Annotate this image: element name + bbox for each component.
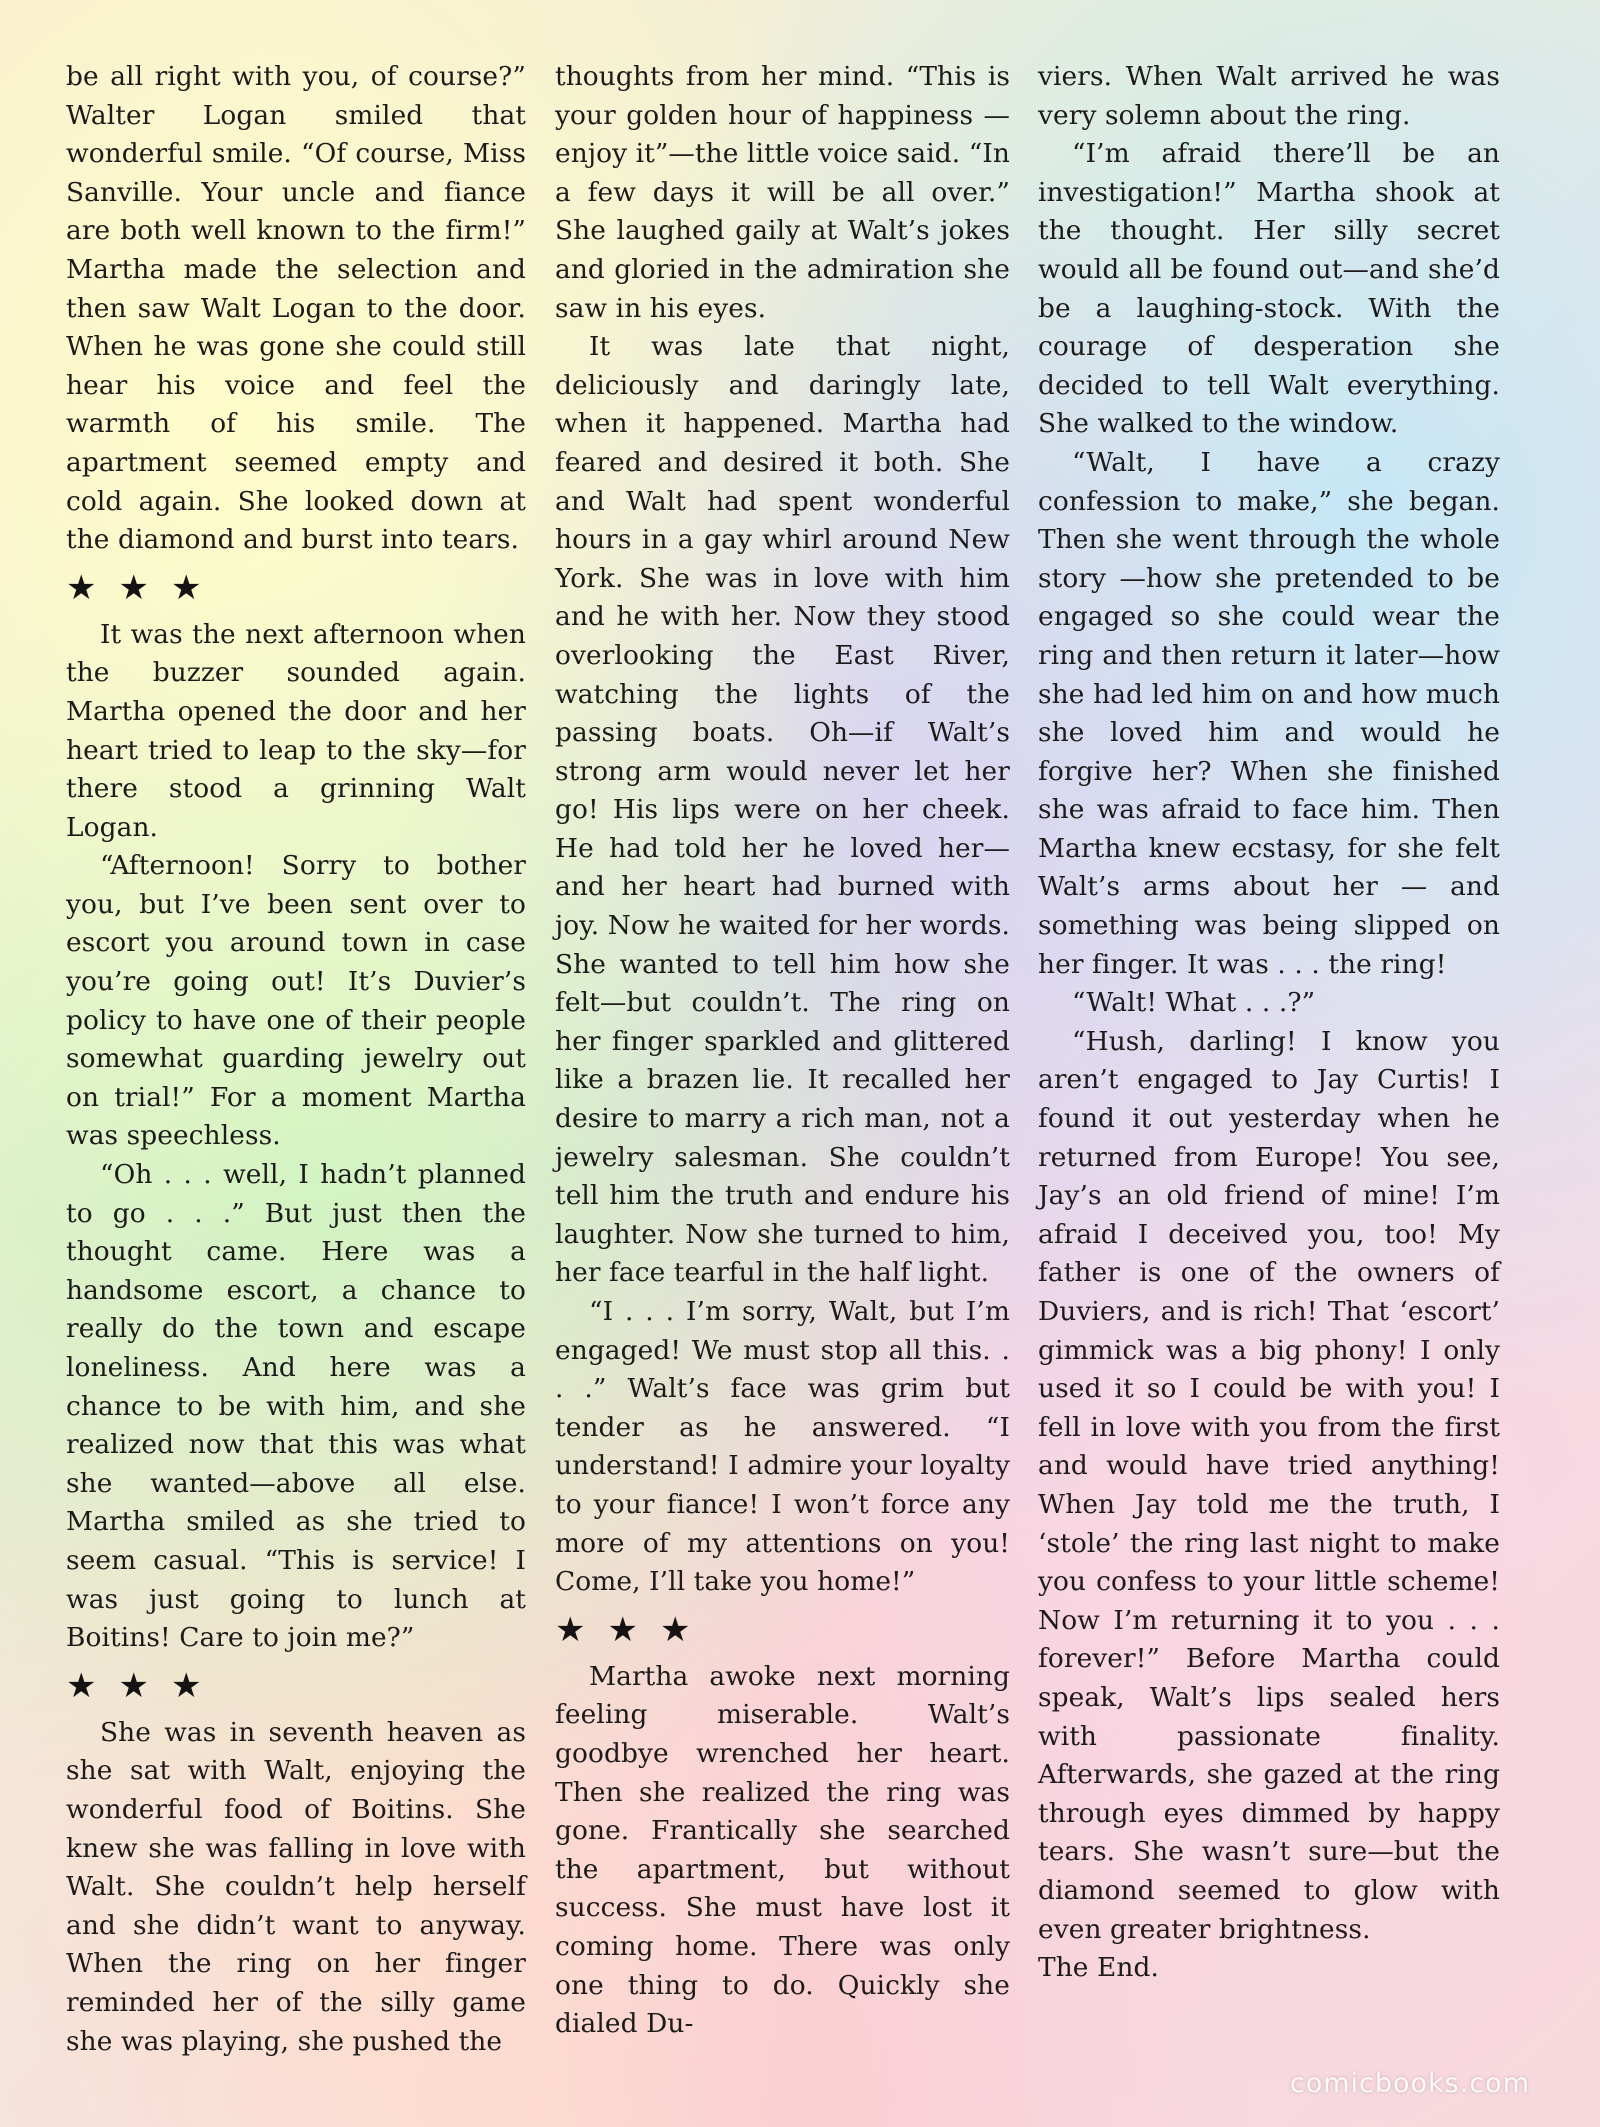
paragraph: “Afternoon! Sorry to bother you, but I’ve been sent over to escort you around town in case you’re going out! It’s Duvier’s policy to have one of their people somewhat guarding jewelry out on trial!” For a moment Martha was speechless. (66, 850, 526, 1152)
text-column-1 (66, 58, 526, 2061)
paragraph: It was late that night, deliciously and daringly late, when it happened. Martha had feared and desired it both. She and Walt had spent wonderful hours in a gay whirl around New York. She was in love with him and he with her. Now they stood overlooking the East River, watching the lights of the passing boats. Oh—if Walt’s strong arm would never let her go! His lips were on her cheek. He had told her he loved her—and her heart had burned with joy. Now he waited for her words. She wanted to tell him how she felt—but couldn’t. The ring on her finger sparkled and glittered like a brazen lie. It recalled her desire to marry a rich man, not a jewelry salesman. She couldn’t tell him the truth and endure his laughter. Now she turned to him, her face tearful in the half light. (555, 331, 1010, 1289)
paragraph: viers. When Walt arrived he was very solemn about the ring. (1038, 61, 1500, 131)
paragraph: “Walt! What . . .?” (1072, 987, 1316, 1019)
paragraph: She was in seventh heaven as she sat with Walt, enjoying the wonderful food of Boitins. She knew she was falling in love with Walt. She couldn’t help herself and she didn’t want to anyway. When the ring on her finger reminded her of the silly game she was playing, she pushed the (66, 1716, 526, 2057)
the-end-label: The End. (1038, 1952, 1159, 1984)
paragraph: “Hush, darling! I know you aren’t engaged to Jay Curtis! I found it out yesterday when he returned from Europe! You see, Jay’s an old friend of mine! I’m afraid I deceived you, too! My father is one of the owners of Duviers, and is rich! That ‘escort’ gimmick was a big phony! I only used it so I could be with you! I fell in love with you from the first and would have tried anything! When Jay told me the truth, I ‘stole’ the ring last night to make you confess to your little scheme! Now I’m returning it to you . . . forever!” Before Martha could speak, Walt’s lips sealed hers with passionate finality. Afterwards, she gazed at the ring through eyes dimmed by happy tears. She wasn’t sure—but the diamond seemed to glow with even greater brightness. (1038, 1025, 1500, 1945)
paragraph: “Oh . . . well, I hadn’t planned to go . . .” But just then the thought came. Here was a handsome escort, a chance to really do the town and escape loneliness. And here was a chance to be with him, and she realized now that this was what she wanted—above all else. Martha smiled as she tried to seem casual. “This is service! I was just going to lunch at Boitins! Care to join me?” (66, 1159, 526, 1654)
paragraph: be all right with you, of course?” Walter Logan smiled that wonderful smile. “Of course, Miss Sanville. Your uncle and fiance are both well known to the firm!” Martha made the selection and then saw Walt Logan to the door. When he was gone she could still hear his voice and feel the warmth of his smile. The apartment seemed empty and cold again. She looked down at the diamond and burst into tears. (66, 61, 526, 556)
paragraph: “I . . . I’m sorry, Walt, but I’m engaged! We must stop all this. . . .” Walt’s face was grim but tender as he answered. “I understand! I admire your loyalty to your fiance! I won’t force any more of my attentions on you! Come, I’ll take you home!” (555, 1296, 1010, 1598)
paragraph: It was the next afternoon when the buzzer sounded again. Martha opened the door and her heart tried to leap to the sky—for there stood a grinning Walt Logan. (66, 618, 526, 843)
text-column-3 (1038, 58, 1500, 1988)
watermark-logo: comicbooks.com (1289, 2068, 1530, 2099)
paragraph: “I’m afraid there’ll be an investigation!” Martha shook at the thought. Her silly secret would all be found out—and she’d be a laughing-stock. With the courage of desperation she decided to tell Walt everything. She walked to the window. (1038, 138, 1500, 440)
paragraph: thoughts from her mind. “This is your golden hour of happiness —enjoy it”—the little voice said. “In a few days it will be all over.” She laughed gaily at Walt’s jokes and gloried in the admiration she saw in his eyes. (555, 61, 1010, 324)
paragraph: “Walt, I have a crazy confession to make,” she began. Then she went through the whole story —how she pretended to be engaged so she could wear the ring and then return it later—how she had led him on and how much she loved him and would he forgive her? When she finished she was afraid to face him. Then Martha knew ecstasy, for she felt Walt’s arms about her — and something was being slipped on her finger. It was . . . the ring! (1038, 446, 1500, 980)
paragraph: Martha awoke next morning feeling miserable. Walt’s goodbye wrenched her heart. Then she realized the ring was gone. Frantically she searched the apartment, but without success. She must have lost it coming home. There was only one thing to do. Quickly she dialed Du- (555, 1660, 1010, 2040)
section-break-stars: ★★★ (555, 1609, 713, 1650)
section-break-stars: ★★★ (66, 1665, 224, 1706)
section-break-stars: ★★★ (66, 567, 224, 608)
text-column-2 (555, 58, 1010, 2044)
